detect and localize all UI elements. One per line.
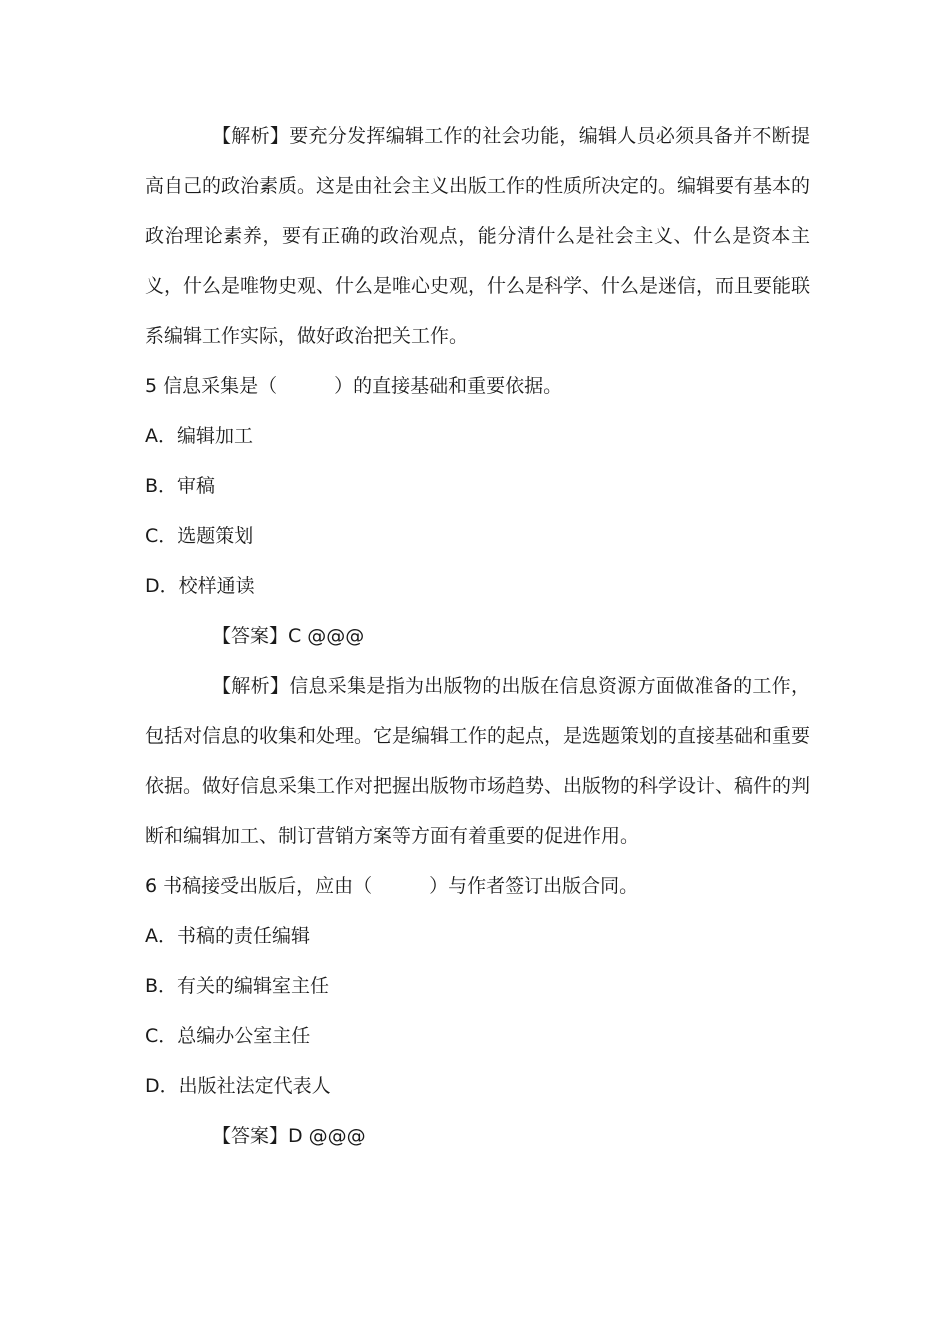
option-b-q6: B．有关的编辑室主任 <box>145 975 330 997</box>
question-stem-q5: 5 信息采集是（ ）的直接基础和重要依据。 <box>145 375 563 397</box>
option-a-q5: A．编辑加工 <box>145 425 253 447</box>
analysis-paragraph-q4 <box>145 111 810 361</box>
document-content <box>145 111 810 1161</box>
option-d-q6: D．出版社法定代表人 <box>145 1075 331 1097</box>
answer-q6: 【答案】D @@@ <box>212 1125 366 1147</box>
option-b-q5: B．审稿 <box>145 475 216 497</box>
analysis-label: 【解析】 <box>212 125 290 147</box>
option-d-q5: D．校样通读 <box>145 575 255 597</box>
analysis-text: 要充分发挥编辑工作的社会功能，编辑人员必须具备并不断提高自己的政治素质。这是由社会主义出版工作的性质所决定的。编辑要有基本的政治理论素养，要有正确的政治观点，能分清什么是社会主义、什么是资本主义，什么是唯物史观、什么是唯心史观，什么是科学、什么是迷信，而且要能联系编辑工作实际，做好政治把关工作。 <box>145 125 811 347</box>
analysis-text: 信息采集是指为出版物的出版在信息资源方面做准备的工作，包括对信息的收集和处理。它是编辑工作的起点，是选题策划的直接基础和重要依据。做好信息采集工作对把握出版物市场趋势、出版物的科学设计、稿件的判断和编辑加工、制订营销方案等方面有着重要的促进作用。 <box>145 675 811 847</box>
option-c-q6: C．总编办公室主任 <box>145 1025 311 1047</box>
answer-q5: 【答案】C @@@ <box>212 625 365 647</box>
option-c-q5: C．选题策划 <box>145 525 254 547</box>
analysis-label: 【解析】 <box>212 675 290 697</box>
analysis-paragraph-q5 <box>145 661 810 861</box>
question-stem-q6: 6 书稿接受出版后，应由（ ）与作者签订出版合同。 <box>145 875 639 897</box>
option-a-q6: A．书稿的责任编辑 <box>145 925 310 947</box>
